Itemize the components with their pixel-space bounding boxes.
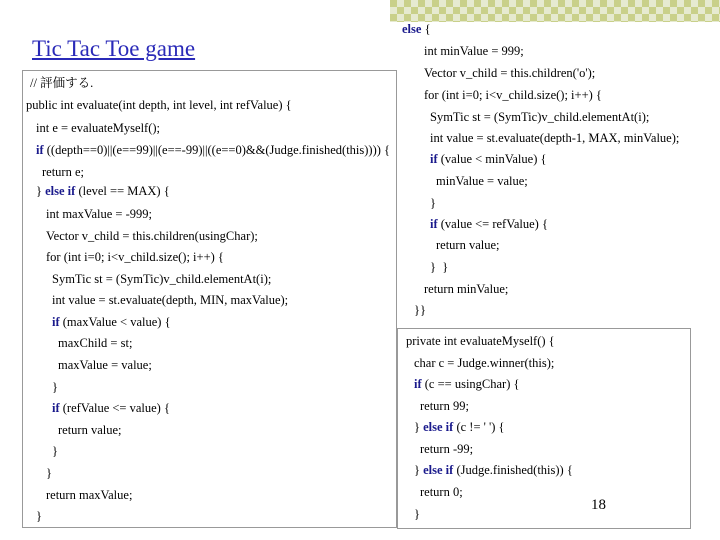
code-line: if (value <= refValue) { [430, 217, 548, 231]
code-line: SymTic st = (SymTic)v_child.elementAt(i); [52, 272, 272, 286]
code-line: } else if (level == MAX) { [36, 184, 170, 198]
code-line: minValue = value; [436, 174, 528, 188]
code-line: } [52, 444, 58, 458]
code-line: // 評価する. [30, 76, 94, 90]
code-line: if (value < minValue) { [430, 152, 547, 166]
code-line: if (c == usingChar) { [414, 377, 520, 391]
code-line: int e = evaluateMyself(); [36, 121, 161, 135]
code-line: for (int i=0; i<v_child.size(); i++) { [46, 250, 224, 264]
code-line: maxValue = value; [58, 358, 152, 372]
code-line: } [414, 507, 420, 521]
code-line: private int evaluateMyself() { [406, 334, 555, 348]
code-line: SymTic st = (SymTic)v_child.elementAt(i); [430, 110, 650, 124]
code-line: public int evaluate(int depth, int level, int refValue) { [26, 98, 292, 112]
code-line: int value = st.evaluate(depth, MIN, maxValue); [52, 293, 289, 307]
code-line: int minValue = 999; [424, 44, 524, 58]
code-line: return e; [42, 165, 84, 179]
code-line: } else if (c != ' ') { [414, 420, 505, 434]
code-line: } [46, 466, 52, 480]
slide-title: Tic Tac Toe game [32, 36, 196, 61]
code-line: Vector v_child = this.children(usingChar); [46, 229, 258, 243]
code-line: } else if (Judge.finished(this)) { [414, 463, 573, 477]
code-line: return value; [58, 423, 122, 437]
code-line: }} [414, 303, 426, 317]
code-line: int maxValue = -999; [46, 207, 152, 221]
code-line: return 99; [420, 399, 469, 413]
code-line: return minValue; [424, 282, 509, 296]
code-line: Vector v_child = this.children('o'); [424, 66, 596, 80]
code-line: return value; [436, 238, 500, 252]
code-line: } } [430, 260, 449, 274]
code-line: } [52, 380, 58, 394]
code-line: if (refValue <= value) { [52, 401, 170, 415]
code-line: char c = Judge.winner(this); [414, 356, 555, 370]
code-line: } [36, 509, 42, 523]
code-line: if ((depth==0)||(e==99)||(e==-99)||((e==0)&&(Judge.finished(this)))) { [36, 143, 391, 157]
code-line: int value = st.evaluate(depth-1, MAX, minValue); [430, 131, 680, 145]
code-line: return -99; [420, 442, 474, 456]
code-line: maxChild = st; [58, 336, 133, 350]
decorative-checker-strip [390, 0, 720, 22]
code-line: if (maxValue < value) { [52, 315, 171, 329]
code-line: } [430, 196, 436, 210]
code-line: return maxValue; [46, 488, 133, 502]
code-line: return 0; [420, 485, 463, 499]
slide-number: 18 [591, 497, 606, 513]
code-line: for (int i=0; i<v_child.size(); i++) { [424, 88, 602, 102]
code-line: else { [402, 22, 431, 36]
